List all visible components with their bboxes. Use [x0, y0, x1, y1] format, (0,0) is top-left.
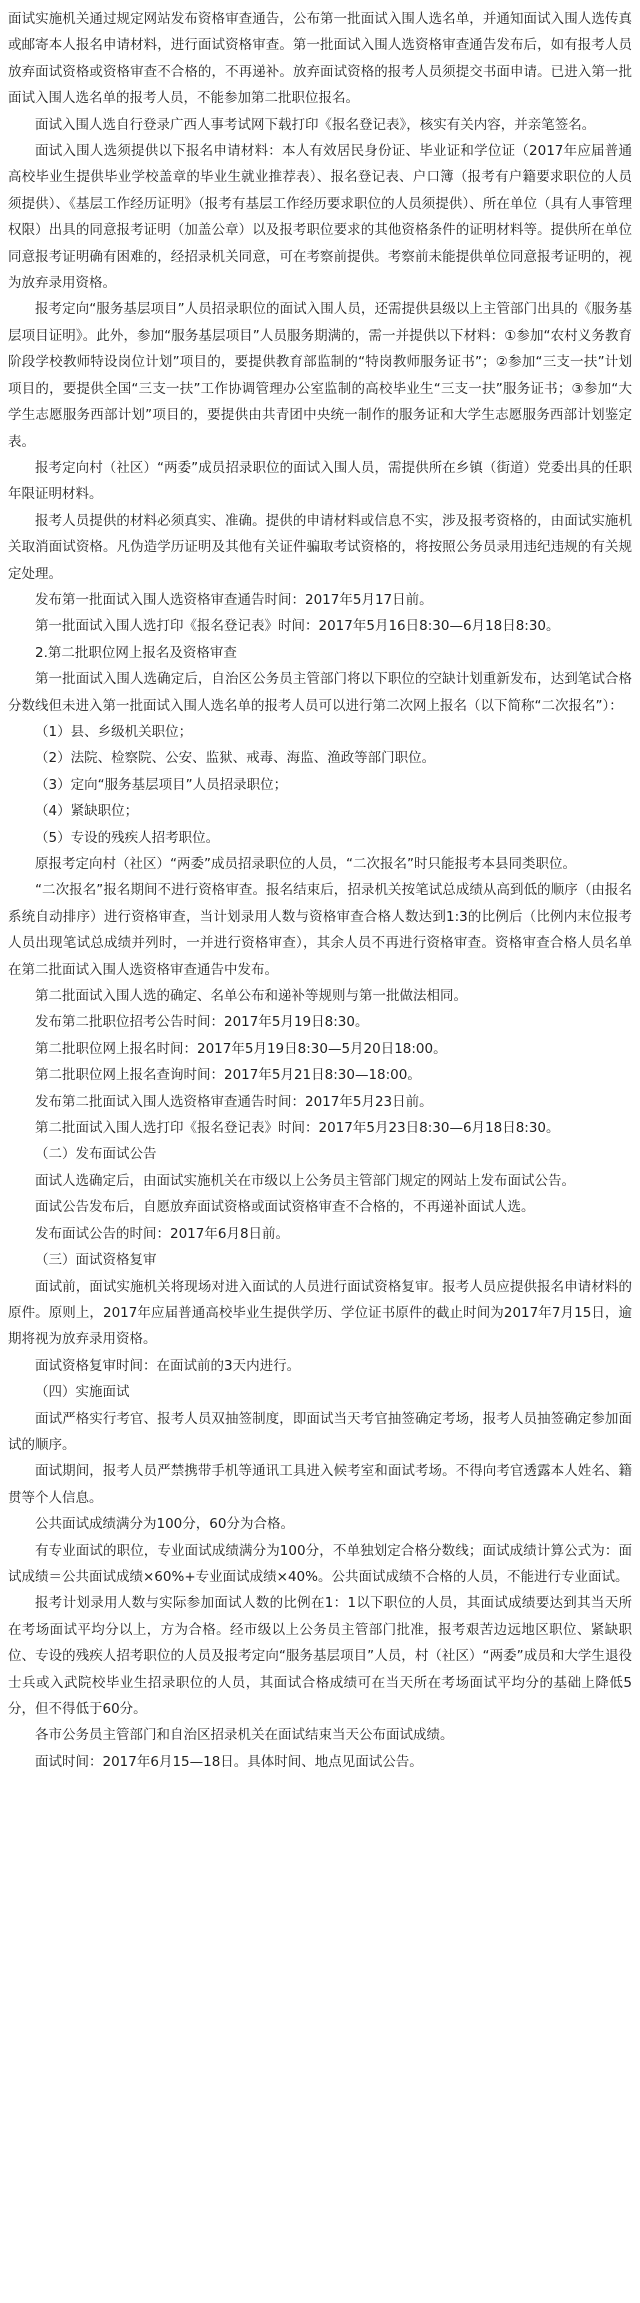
paragraph: 面试公告发布后，自愿放弃面试资格或面试资格审查不合格的，不再递补面试人选。 [35, 1199, 535, 1216]
paragraph: 报考计划录用人数与实际参加面试人数的比例在1：1以下职位的人员，其面试成绩要达到其当天所在考场面试平均分以上，方为合格。经市级以上公务员主管部门批准，报考艰苦边远地区职位、紧缺职位、专设的残疾人招考职位的人员及报考定向“服务基层项目”人员，村（社区）“两委”成员和大学生退役士兵或入武院校毕业生招录职位的人员，其面试合格成绩可在当天所在考场面试平均分的基础上降低5分，但不得低于60分。 [8, 1595, 632, 1717]
section-heading: 2.第二批职位网上报名及资格审查 [35, 644, 237, 661]
paragraph: 有专业面试的职位，专业面试成绩满分为100分，不单独划定合格分数线；面试成绩计算公式为：面试成绩＝公共面试成绩×60%+专业面试成绩×40%。公共面试成绩不合格的人员，不能进行专业面试。 [8, 1542, 632, 1585]
paragraph: 面试实施机关通过规定网站发布资格审查通告，公布第一批面试入围人选名单，并通知面试入围人选传真或邮寄本人报名申请材料，进行面试资格审查。第一批面试入围人选资格审查通告发布后，如有报考人员放弃面试资格或资格审查不合格的，不再递补。放弃面试资格的报考人员须提交书面申请。已进入第一批面试入围人选名单的报考人员，不能参加第二批职位报名。 [8, 11, 632, 107]
paragraph: 第一批面试入围人选打印《报名登记表》时间：2017年5月16日8:30—6月18日8:30。 [35, 618, 560, 635]
list-item: （5）专设的残疾人招考职位。 [35, 829, 220, 846]
paragraph: 发布第二批职位招考公告时间：2017年5月19日8:30。 [35, 1014, 369, 1031]
paragraph: 发布第一批面试入围人选资格审查通告时间：2017年5月17日前。 [35, 591, 433, 608]
paragraph: 第二批职位网上报名查询时间：2017年5月21日8:30—18:00。 [35, 1067, 421, 1084]
paragraph: 公共面试成绩满分为100分，60分为合格。 [35, 1516, 294, 1533]
paragraph: 原报考定向村（社区）“两委”成员招录职位的人员，“二次报名”时只能报考本县同类职位。 [35, 856, 576, 872]
paragraph: 报考定向村（社区）“两委”成员招录职位的面试入围人员，需提供所在乡镇（街道）党委出具的任职年限证明材料。 [8, 459, 632, 503]
paragraph: 发布面试公告的时间：2017年6月8日前。 [35, 1225, 290, 1242]
paragraph: 发布第二批面试入围人选资格审查通告时间：2017年5月23日前。 [35, 1093, 433, 1110]
list-item: （1）县、乡级机关职位； [35, 723, 193, 740]
paragraph: 各市公务员主管部门和自治区招录机关在面试结束当天公布面试成绩。 [35, 1727, 454, 1744]
paragraph: 第二批面试入围人选的确定、名单公布和递补等规则与第一批做法相同。 [35, 988, 467, 1005]
paragraph: 面试入围人选须提供以下报名申请材料：本人有效居民身份证、毕业证和学位证（2017年应届普通高校毕业生提供毕业学校盖章的毕业生就业推荐表）、报名登记表、户口簿（报考有户籍要求职位的人员须提供）、《基层工作经历证明》（报考有基层工作经历要求职位的人员须提供）、所在单位（具有人事管理权限）出具的同意报考证明（加盖公章）以及报考职位要求的其他资格条件的证明材料等。提供所在单位同意报考证明确有困难的，经招录机关同意，可在考察前提供。考察前未能提供单位同意报考证明的，视为放弃录用资格。 [8, 143, 632, 292]
paragraph: 面试前，面试实施机关将现场对进入面试的人员进行面试资格复审。报考人员应提供报名申请材料的原件。原则上，2017年应届普通高校毕业生提供学历、学位证书原件的截止时间为2017年7月15日，逾期将视为放弃录用资格。 [8, 1278, 632, 1348]
list-item: （3）定向“服务基层项目”人员招录职位； [35, 776, 288, 793]
section-heading: （三）面试资格复审 [35, 1252, 157, 1269]
paragraph: 面试入围人选自行登录广西人事考试网下载打印《报名登记表》，核实有关内容，并亲笔签名。 [35, 116, 596, 133]
paragraph: 面试时间：2017年6月15—18日。具体时间、地点见面试公告。 [35, 1753, 423, 1770]
section-heading: （二）发布面试公告 [35, 1146, 157, 1163]
paragraph: “二次报名”报名期间不进行资格审查。报名结束后，招录机关按笔试总成绩从高到低的顺序（由报名系统自动排序）进行资格审查，当计划录用人数与资格审查合格人数达到1:3的比例后（比例内末位报考人员出现笔试总成绩并列时，一并进行资格审查），其余人员不再进行资格审查。资格审查合格人员名单在第二批面试入围人选资格审查通告中发布。 [8, 882, 632, 978]
paragraph: 面试资格复审时间：在面试前的3天内进行。 [35, 1357, 301, 1374]
paragraph: 面试严格实行考官、报考人员双抽签制度，即面试当天考官抽签确定考场，报考人员抽签确定参加面试的顺序。 [8, 1410, 632, 1453]
paragraph: 报考定向“服务基层项目”人员招录职位的面试入围人员，还需提供县级以上主管部门出具的《服务基层项目证明》。此外，参加“服务基层项目”人员服务期满的，需一并提供以下材料：①参加“农村义务教育阶段学校教师特设岗位计划”项目的，要提供教育部监制的“特岗教师服务证书”；②参加“三支一扶”计划项目的，要提供全国“三支一扶”工作协调管理办公室监制的高校毕业生“三支一扶”服务证书；③参加“大学生志愿服务西部计划”项目的，要提供由共青团中央统一制作的服务证和大学生志愿服务西部计划鉴定表。 [8, 301, 632, 450]
paragraph: 面试期间，报考人员严禁携带手机等通讯工具进入候考室和面试考场。不得向考官透露本人姓名、籍贯等个人信息。 [8, 1463, 632, 1506]
paragraph: 第一批面试入围人选确定后，自治区公务员主管部门将以下职位的空缺计划重新发布，达到笔试合格分数线但未进入第一批面试入围人选名单的报考人员可以进行第二次网上报名（以下简称“二次报名”）： [8, 671, 632, 714]
paragraph: 第二批职位网上报名时间：2017年5月19日8:30—5月20日18:00。 [35, 1040, 447, 1057]
section-heading: （四）实施面试 [35, 1384, 130, 1401]
paragraph: 第二批面试入围人选打印《报名登记表》时间：2017年5月23日8:30—6月18日8:30。 [35, 1120, 560, 1137]
paragraph: 报考人员提供的材料必须真实、准确。提供的申请材料或信息不实，涉及报考资格的，由面试实施机关取消面试资格。凡伪造学历证明及其他有关证件骗取考试资格的，将按照公务员录用违纪违规的有关规定处理。 [8, 512, 632, 582]
list-item: （2）法院、检察院、公安、监狱、戒毒、海监、渔政等部门职位。 [35, 750, 436, 767]
paragraph: 面试人选确定后，由面试实施机关在市级以上公务员主管部门规定的网站上发布面试公告。 [35, 1172, 575, 1189]
list-item: （4）紧缺职位； [35, 803, 139, 820]
